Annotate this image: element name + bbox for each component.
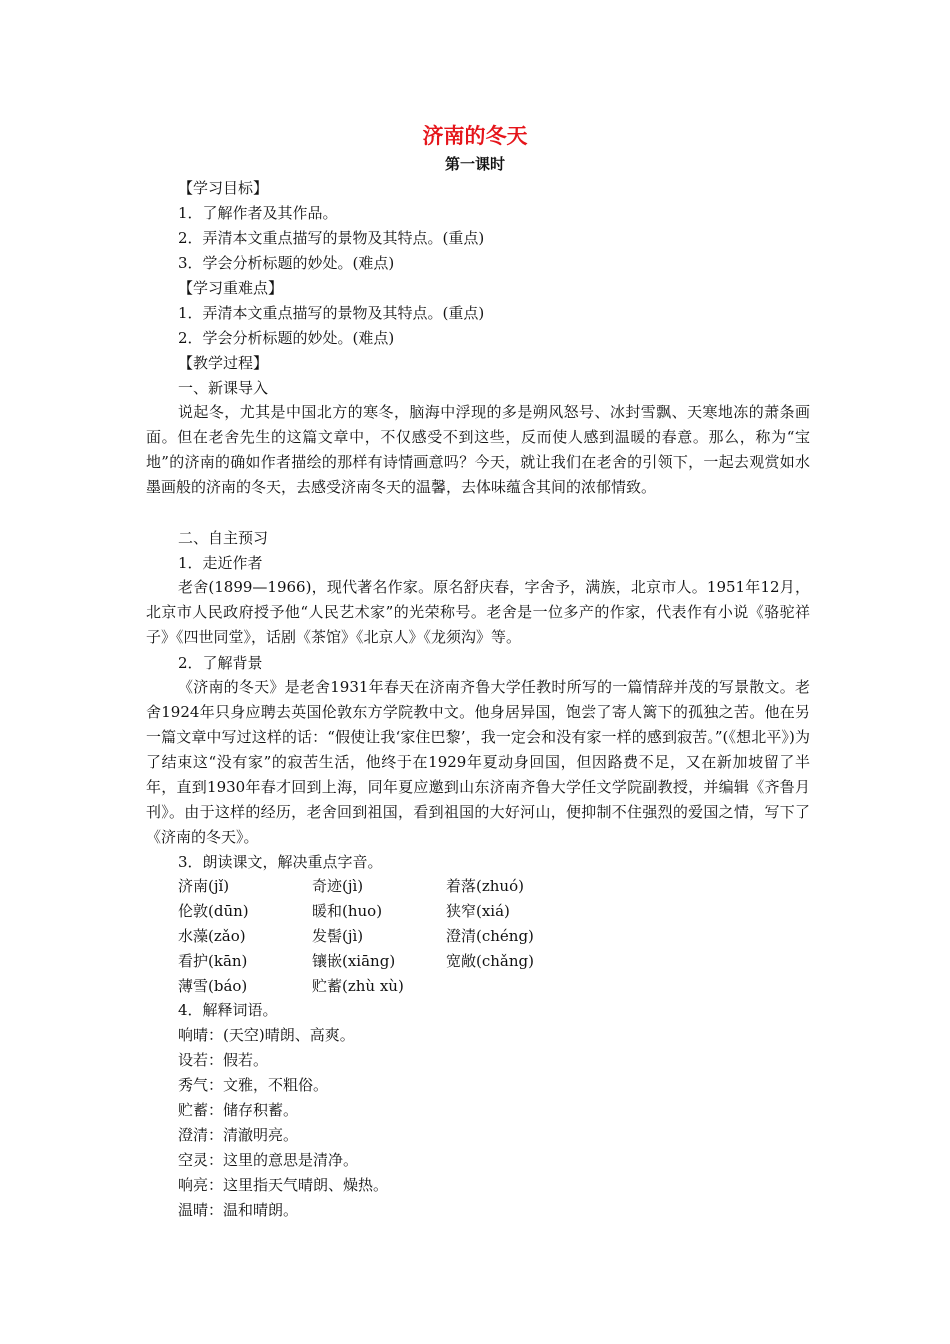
pinyin-item: 着落(zhuó) bbox=[446, 877, 524, 895]
process-header: 【教学过程】 bbox=[178, 354, 269, 372]
document-subtitle: 第一课时 bbox=[444, 155, 505, 173]
vocab-item: 秀气：文雅，不粗俗。 bbox=[178, 1076, 329, 1094]
vocab-item: 响亮：这里指天气晴朗、燥热。 bbox=[178, 1176, 389, 1194]
goal-item: 1．了解作者及其作品。 bbox=[178, 204, 338, 222]
key-points-header: 【学习重难点】 bbox=[178, 279, 284, 297]
pinyin-item: 狭窄(xiá) bbox=[446, 902, 510, 920]
vocab-item: 响晴：(天空)晴朗、高爽。 bbox=[178, 1026, 355, 1044]
pinyin-item: 贮蓄(zhù xù) bbox=[312, 977, 404, 995]
background-paragraph: 《济南的冬天》是老舍1931年春天在济南齐鲁大学任教时所写的一篇情辞并茂的写景散文。老舍1924年只身应聘去英国伦敦东方学院教中文。他身居异国，饱尝了寄人篱下的孤独之苦。他在另一篇文章中写过这样的话：“假使让我‘家住巴黎’，我一定会和没有家一样的感到寂苦。”(《想北平》)为了结束这“没有家”的寂苦生活，他终于在1929年夏动身回国，但因路费不足，又在新加坡留了半年，直到1930年春才回到上海，同年夏应邀到山东济南齐鲁大学任文学院副教授，并编辑《齐鲁月刊》。由于这样的经历，老舍回到祖国，看到祖国的大好河山，便抑制不住强烈的爱国之情，写下了《济南的冬天》。 bbox=[146, 678, 810, 846]
pinyin-item: 济南(jǐ) bbox=[178, 877, 230, 895]
pinyin-item: 奇迹(jì) bbox=[312, 877, 364, 895]
author-paragraph: 老舍(1899—1966)，现代著名作家。原名舒庆春，字舍予，满族，北京市人。1951年12月，北京市人民政府授予他“人民艺术家”的光荣称号。老舍是一位多产的作家，代表作有小说《骆驼祥子》《四世同堂》，话剧《茶馆》《北京人》《龙须沟》等。 bbox=[146, 578, 810, 646]
pinyin-item: 薄雪(báo) bbox=[178, 977, 248, 995]
pinyin-item: 澄清(chéng) bbox=[446, 927, 534, 945]
pinyin-item: 宽敞(chǎng) bbox=[446, 952, 534, 970]
goal-item: 3．学会分析标题的妙处。(难点) bbox=[178, 254, 395, 272]
vocab-item: 温晴：温和晴朗。 bbox=[178, 1201, 299, 1219]
pinyin-item: 看护(kān) bbox=[178, 952, 248, 970]
goals-header: 【学习目标】 bbox=[178, 179, 269, 197]
pinyin-item: 发髻(jì) bbox=[312, 927, 364, 945]
pinyin-item: 水藻(zǎo) bbox=[178, 927, 246, 945]
pinyin-item: 伦敦(dūn) bbox=[178, 902, 249, 920]
key-point-item: 1．弄清本文重点描写的景物及其特点。(重点) bbox=[178, 304, 485, 322]
pinyin-item: 镶嵌(xiāng) bbox=[312, 952, 396, 970]
vocab-item: 澄清：清澈明亮。 bbox=[178, 1126, 299, 1144]
document-title: 济南的冬天 bbox=[422, 124, 528, 148]
vocab-header: 4．解释词语。 bbox=[178, 1001, 278, 1019]
preview-header: 二、自主预习 bbox=[178, 529, 269, 547]
reading-header: 3．朗读课文，解决重点字音。 bbox=[178, 853, 383, 871]
intro-header: 一、新课导入 bbox=[178, 379, 269, 397]
background-header: 2．了解背景 bbox=[178, 654, 263, 672]
pinyin-item: 暖和(huo) bbox=[312, 902, 383, 920]
key-point-item: 2．学会分析标题的妙处。(难点) bbox=[178, 329, 395, 347]
author-header: 1．走近作者 bbox=[178, 554, 263, 572]
intro-paragraph: 说起冬，尤其是中国北方的寒冬，脑海中浮现的多是朔风怒号、冰封雪飘、天寒地冻的萧条画面。但在老舍先生的这篇文章中，不仅感受不到这些，反而使人感到温暖的春意。那么，称为“宝地”的济南的确如作者描绘的那样有诗情画意吗？今天，就让我们在老舍的引领下，一起去观赏如水墨画般的济南的冬天，去感受济南冬天的温馨，去体味蕴含其间的浓郁情致。 bbox=[146, 403, 810, 496]
vocab-item: 设若：假若。 bbox=[178, 1051, 269, 1069]
goal-item: 2．弄清本文重点描写的景物及其特点。(重点) bbox=[178, 229, 485, 247]
vocab-item: 贮蓄：储存积蓄。 bbox=[178, 1101, 299, 1119]
vocab-item: 空灵：这里的意思是清净。 bbox=[178, 1151, 359, 1169]
